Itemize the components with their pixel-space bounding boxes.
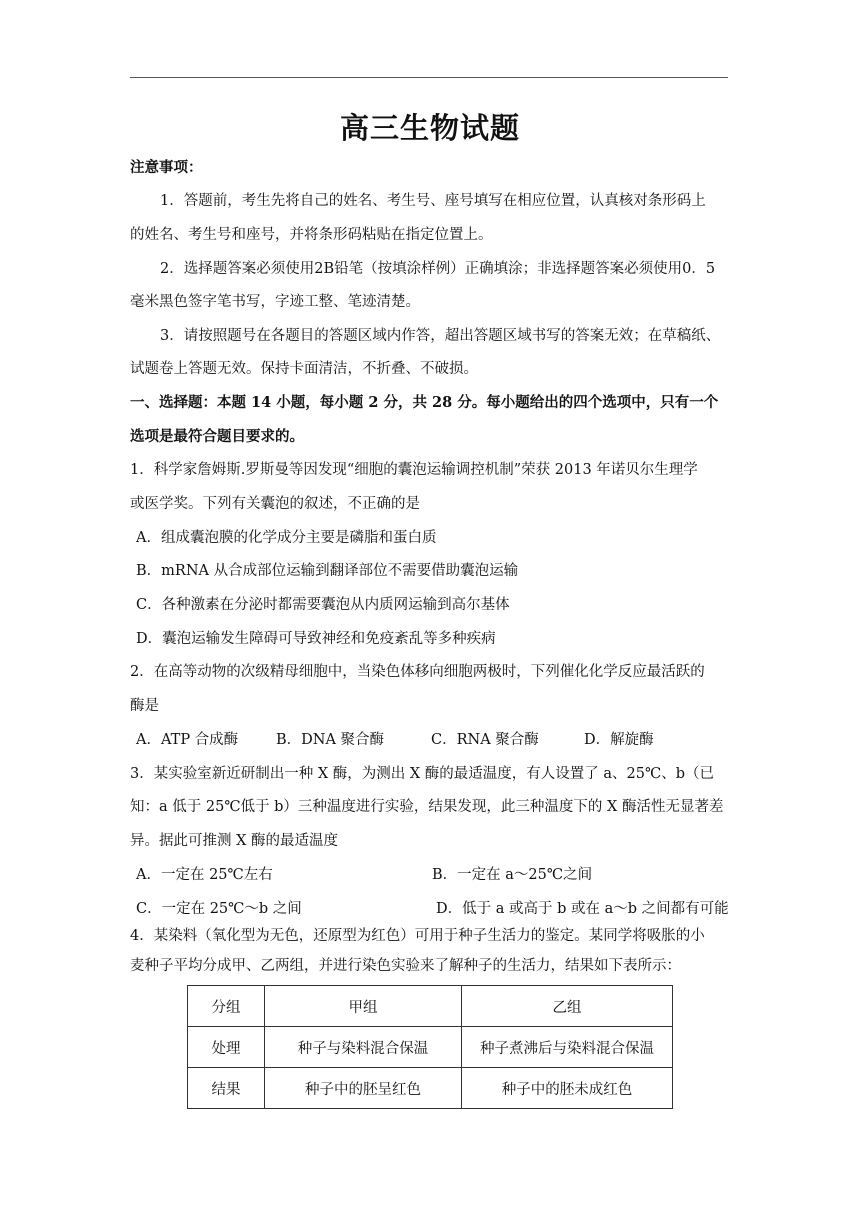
header-rule bbox=[130, 77, 728, 78]
table-header-cell: 甲组 bbox=[265, 986, 462, 1027]
q3-option-a: A．一定在 25℃左右 bbox=[136, 867, 273, 883]
notice-item-2-line-1: 2．选择题答案必须使用2B铅笔（按填涂样例）正确填涂；非选择题答案必须使用0．5 bbox=[160, 261, 716, 277]
q2-stem-line-2: 酶是 bbox=[130, 698, 159, 714]
q1-stem-line-1: 1．科学家詹姆斯.罗斯曼等因发现“细胞的囊泡运输调控机制”荣获 2013 年诺贝尔生理学 bbox=[130, 462, 698, 478]
q1-option-b: B．mRNA 从合成部位运输到翻译部位不需要借助囊泡运输 bbox=[136, 563, 519, 579]
q2-option-d: D．解旋酶 bbox=[584, 732, 654, 748]
q4-stem-line-2: 麦种子平均分成甲、乙两组，并进行染色实验来了解种子的生活力，结果如下表所示： bbox=[130, 958, 681, 974]
q1-option-d: D．囊泡运输发生障碍可导致神经和免疫紊乱等多种疾病 bbox=[136, 631, 496, 647]
table-row bbox=[188, 1068, 673, 1109]
section-heading-line-2: 选项是最符合题目要求的。 bbox=[130, 428, 304, 445]
q3-option-b: B．一定在 a～25℃之间 bbox=[432, 867, 593, 883]
notice-item-1-line-1: 1．答题前，考生先将自己的姓名、考生号、座号填写在相应位置，认真核对条形码上 bbox=[160, 193, 706, 209]
q4-stem-line-1: 4．某染料（氧化型为无色，还原型为红色）可用于种子生活力的鉴定。某同学将吸胀的小 bbox=[130, 928, 705, 944]
q2-stem-line-1: 2．在高等动物的次级精母细胞中，当染色体移向细胞两极时，下列催化化学反应最活跃的 bbox=[130, 664, 705, 680]
table-header-cell: 分组 bbox=[188, 986, 265, 1027]
q1-option-c: C．各种激素在分泌时都需要囊泡从内质网运输到高尔基体 bbox=[136, 597, 510, 613]
q1-option-a: A．组成囊泡膜的化学成分主要是磷脂和蛋白质 bbox=[136, 530, 437, 546]
notice-item-3-line-2: 试题卷上答题无效。保持卡面清洁，不折叠、不破损。 bbox=[130, 361, 478, 377]
notice-item-2-line-2: 毫米黑色签字笔书写，字迹工整、笔迹清楚。 bbox=[130, 294, 420, 310]
q3-stem-line-3: 异。据此可推测 X 酶的最适温度 bbox=[130, 833, 339, 849]
q2-option-b: B．DNA 聚合酶 bbox=[276, 732, 385, 748]
q1-stem-line-2: 或医学奖。下列有关囊泡的叙述，不正确的是 bbox=[130, 496, 420, 512]
notice-item-1-line-2: 的姓名、考生号和座号，并将条形码粘贴在指定位置上。 bbox=[130, 227, 493, 243]
page-title: 高三生物试题 bbox=[339, 111, 520, 145]
q3-stem-line-1: 3．某实验室新近研制出一种 X 酶，为测出 X 酶的最适温度，有人设置了 a、25℃、b（已 bbox=[130, 766, 715, 782]
notice-heading: 注意事项： bbox=[130, 159, 203, 176]
section-heading-line-1: 一、选择题：本题 14 小题，每小题 2 分，共 28 分。每小题给出的四个选项中，只有一个 bbox=[130, 394, 719, 411]
table-cell: 处理 bbox=[188, 1027, 265, 1068]
q3-stem-line-2: 知：a 低于 25℃低于 b）三种温度进行实验，结果发现，此三种温度下的 X 酶活性无显著差 bbox=[130, 799, 724, 815]
table-cell: 种子与染料混合保温 bbox=[265, 1027, 462, 1068]
q3-option-c: C．一定在 25℃～b 之间 bbox=[136, 901, 302, 917]
notice-item-3-line-1: 3．请按照题号在各题目的答题区域内作答，超出答题区域书写的答案无效；在草稿纸、 bbox=[160, 328, 721, 344]
q3-option-d: D．低于 a 或高于 b 或在 a～b 之间都有可能 bbox=[436, 901, 729, 917]
experiment-table bbox=[187, 985, 673, 1109]
q2-option-c: C．RNA 聚合酶 bbox=[431, 732, 539, 748]
q2-option-a: A．ATP 合成酶 bbox=[136, 732, 239, 748]
table-cell: 种子中的胚未成红色 bbox=[462, 1068, 673, 1109]
table-cell: 结果 bbox=[188, 1068, 265, 1109]
table-header-cell: 乙组 bbox=[462, 986, 673, 1027]
table-cell: 种子中的胚呈红色 bbox=[265, 1068, 462, 1109]
table-row bbox=[188, 1027, 673, 1068]
table-header-row bbox=[188, 986, 673, 1027]
table-cell: 种子煮沸后与染料混合保温 bbox=[462, 1027, 673, 1068]
